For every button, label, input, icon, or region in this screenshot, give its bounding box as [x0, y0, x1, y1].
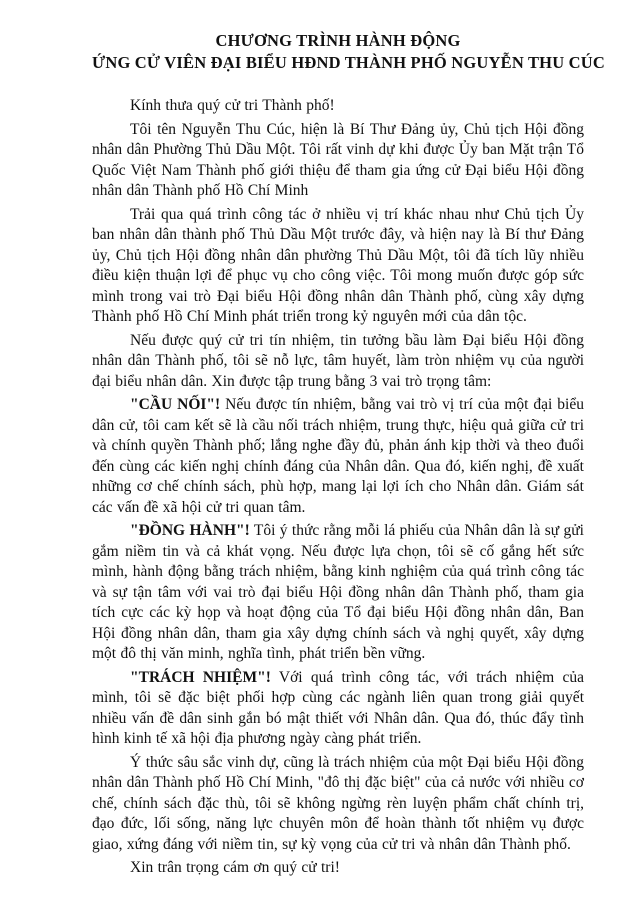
paragraph-text: Nếu được tín nhiệm, bằng vai trò vị trí của một đại biểu dân cử, tôi cam kết sẽ là cầu nối trách nhiệm, trung thực, hiệu quả giữa cử tri và chính quyền Thành phố; lắng nghe đầy đủ, phản ánh kịp thời và theo đuổi đến cùng các kiến nghị chính đáng của Nhân dân. Qua đó, kiến nghị, đề xuất những cơ chế chính sách, phù hợp, mang lại lợi ích cho Nhân dân. Giám sát các vấn đề xã hội cử tri quan tâm. [92, 396, 584, 516]
paragraph-text: Trải qua quá trình công tác ở nhiều vị trí khác nhau như Chủ tịch Ủy ban nhân dân thành phố Thủ Dầu Một trước đây, và hiện nay là Bí thư Đảng ủy, Chủ tịch Hội đồng nhân dân phường Thủ Dầu Một, tôi đã tích lũy nhiều điều kiện thuận lợi để phục vụ cho công việc. Tôi mong muốn được góp sức mình trong vai trò Đại biểu Hội đồng nhân dân Thành phố, cùng xây dựng Thành phố Hồ Chí Minh phát triển trong kỷ nguyên mới của dân tộc. [92, 205, 584, 325]
paragraph-text: Nếu được quý cử tri tín nhiệm, tin tưởng bầu làm Đại biểu Hội đồng nhân dân Thành phố, tôi sẽ nỗ lực, tâm huyết, làm tròn nhiệm vụ của người đại biểu nhân dân. Xin được tập trung bằng 3 vai trò trọng tâm: [92, 331, 584, 390]
paragraph-lead-cau-noi: "CẦU NỐI"! [130, 396, 221, 413]
paragraph-text: Kính thưa quý cử tri Thành phố! [130, 97, 335, 114]
paragraph-lead-trach-nhiem: "TRÁCH NHIỆM"! [130, 668, 271, 686]
paragraph-text: Với quá trình công tác, với trách nhiệm của mình, tôi sẽ đặc biệt phối hợp cùng các ngành liên quan trong giải quyết nhiều vấn đề dân sinh gắn bó mật thiết với Nhân dân. Qua đó, thúc đẩy tình hình kinh tế xã hội địa phương ngày càng phát triển. [92, 668, 584, 747]
paragraph-role-companion [92, 521, 584, 665]
paragraph-closing-thanks [92, 858, 584, 879]
paragraph-role-responsibility [92, 668, 584, 750]
document-title-line-2: ỨNG CỬ VIÊN ĐẠI BIỂU HĐND THÀNH PHỐ NGUYỄN THU CÚC [92, 53, 605, 72]
paragraph-commitment-intro [92, 331, 584, 393]
paragraph-salutation [92, 96, 584, 117]
document-body [92, 96, 584, 879]
paragraph-lead-dong-hanh: "ĐỒNG HÀNH"! [130, 522, 250, 539]
document-title-line-1: CHƯƠNG TRÌNH HÀNH ĐỘNG [215, 31, 461, 50]
paragraph-experience [92, 205, 584, 328]
paragraph-text: Ý thức sâu sắc vinh dự, cũng là trách nhiệm của một Đại biểu Hội đồng nhân dân Thành phố Hồ Chí Minh, "đô thị đặc biệt" của cả nước với nhiều cơ chế, chính sách đặc thù, tôi sẽ không ngừng rèn luyện phẩm chất chính trị, đạo đức, lối sống, năng lực chuyên môn để hoàn thành tốt nhiệm vụ được giao, xứng đáng với niềm tin, sự kỳ vọng của cử tri và nhân dân Thành phố. [92, 753, 584, 853]
paragraph-text: Tôi ý thức rằng mỗi lá phiếu của Nhân dân là sự gửi gắm niềm tin và cả khát vọng. Nếu được lựa chọn, tôi sẽ cố gắng hết sức mình, hành động bằng trách nhiệm, bằng kinh nghiệm của quá trình công tác và sự tận tâm với vai trò đại biểu Hội đồng nhân dân Thành phố, tham gia tích cực các kỳ họp và hoạt động của Tổ đại biểu Hội đồng nhân dân, Ban Hội đồng nhân dân, tham gia xây dựng chính sách và nghị quyết, xây dựng một đô thị văn minh, nghĩa tình, phát triển bền vững. [92, 522, 584, 662]
paragraph-text: Tôi tên Nguyễn Thu Cúc, hiện là Bí Thư Đảng ủy, Chủ tịch Hội đồng nhân dân Phường Thủ Dầu Một. Tôi rất vinh dự khi được Ủy ban Mặt trận Tổ Quốc Việt Nam Thành phố giới thiệu để tham gia ứng cử Đại biểu Hội đồng nhân dân Thành phố Hồ Chí Minh [92, 120, 584, 199]
paragraph-text: Xin trân trọng cám ơn quý cử tri! [130, 859, 340, 876]
paragraph-awareness [92, 753, 584, 856]
document-title [92, 30, 605, 74]
paragraph-role-bridge [92, 395, 584, 518]
paragraph-introduction [92, 120, 584, 202]
